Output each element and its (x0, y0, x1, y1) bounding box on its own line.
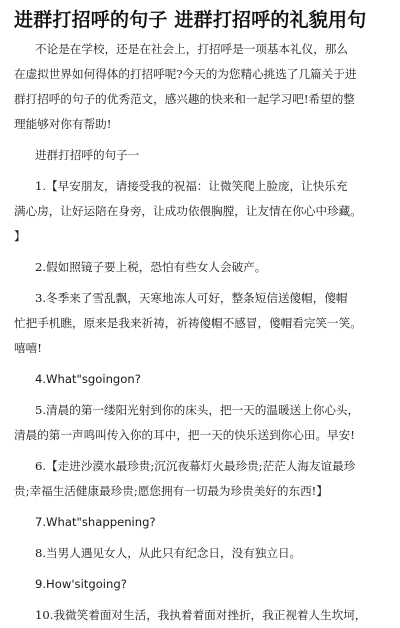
item-line: 6.【走进沙漠水最珍贵;沉沉夜幕灯火最珍贵;茫茫人海友谊最珍 (35, 459, 356, 473)
item-line: 3.冬季来了雪乱飘，天寒地冻人可好，整条短信送傻帽，傻帽 (35, 291, 348, 305)
item-line: 4.What"sgoingon? (35, 372, 141, 386)
item-line: 2.假如照镜子要上税，恐怕有些女人会破产。 (35, 260, 267, 274)
item-line: 贵;幸福生活健康最珍贵;愿您拥有一切最为珍贵美好的东西!】 (14, 484, 328, 498)
item-line: 9.How'sitgoing? (35, 577, 127, 591)
item-line: 】 (14, 229, 26, 243)
item-line: 8.当男人遇见女人，从此只有纪念日，没有独立日。 (35, 546, 302, 560)
intro-line: 不论是在学校，还是在社会上，打招呼是一项基本礼仪，那么 (35, 42, 349, 56)
item-line: 5.清晨的第一缕阳光射到你的床头，把一天的温暖送上你心头， (35, 403, 360, 417)
intro-line: 在虚拟世界如何得体的打招呼呢?今天的为您精心挑选了几篇关于进 (14, 67, 357, 81)
item-line: 忙把手机瞧，原来是我来祈祷，祈祷傻帽不感冒，傻帽看完笑一笑。 (14, 316, 362, 330)
intro-line: 理能够对你有帮助! (14, 117, 112, 131)
item-line: 1.【早安朋友，请接受我的祝福：让微笑爬上脸庞，让快乐充 (35, 179, 348, 193)
section-heading: 进群打招呼的句子一 (35, 148, 140, 162)
item-line: 7.What"shappening? (35, 515, 156, 529)
item-line: 10.我微笑着面对生活，我执着着面对挫折，我正视着人生坎坷， (35, 608, 367, 622)
item-line: 嘻嘻! (14, 341, 42, 355)
item-line: 满心房，让好运陪在身旁，让成功依偎胸膛，让友情在你心中珍藏。 (14, 204, 362, 218)
intro-line: 群打招呼的句子的优秀范文，感兴趣的快来和一起学习吧!希望的整 (14, 92, 355, 106)
page-title: 进群打招呼的句子 进群打招呼的礼貌用句 (14, 9, 367, 31)
article-body (14, 37, 386, 628)
item-line: 清晨的第一声鸣叫传入你的耳中，把一天的快乐送到你心田。早安! (14, 428, 355, 442)
